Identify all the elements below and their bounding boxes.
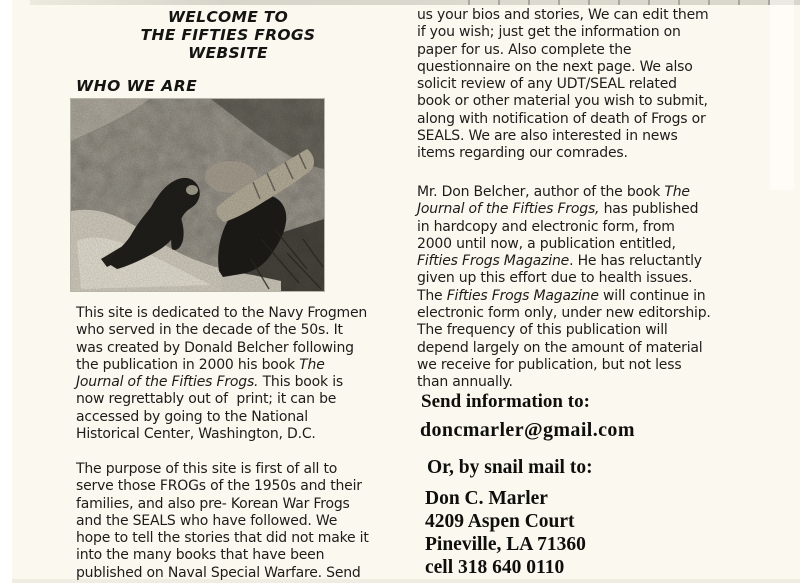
text-line: we receive for publication, but not less (417, 356, 682, 373)
text-line: SEALS. We are also interested in news (417, 128, 678, 145)
text-line: book or other material you wish to submit, (417, 93, 708, 110)
text-line: WEBSITE (188, 44, 268, 62)
text-line: Pineville, LA 71360 (425, 534, 586, 555)
left-margin-strip (0, 0, 12, 583)
text-line: given up this effort due to health issues. (417, 270, 693, 287)
text-line: Fifties Frogs Magazine. He has reluctantly (417, 253, 702, 270)
text-line: The Fifties Frogs Magazine will continue in (417, 287, 706, 304)
text-line: us your bios and stories, We can edit them (417, 7, 709, 23)
frogmen-photo-illustration (71, 99, 324, 291)
text-line: solicit review of any UDT/SEAL related (417, 76, 677, 93)
paragraph-purpose (76, 461, 369, 582)
text-line: Historical Center, Washington, D.C. (76, 426, 316, 443)
text-line: Journal of the Fifties Frogs. This book is (76, 374, 343, 391)
mailing-address (425, 487, 586, 579)
paragraph-belcher-magazine (417, 184, 711, 392)
text-line: questionnaire on the next page. We also (417, 58, 693, 75)
text-line: along with notification of death of Frogs or (417, 110, 706, 127)
text-line: Mr. Don Belcher, author of the book The (417, 184, 690, 200)
section-heading-who-we-are: WHO WE ARE (76, 77, 198, 95)
text-line: into the many books that have been (76, 547, 325, 564)
text-line: cell 318 640 0110 (425, 557, 565, 578)
site-title (56, 8, 400, 62)
text-line: was created by Donald Belcher following (76, 339, 354, 356)
text-line: The purpose of this site is first of all to (76, 461, 338, 477)
text-line: The frequency of this publication will (417, 322, 668, 339)
text-line: Don C. Marler (425, 488, 548, 509)
top-border-ticks (440, 0, 796, 5)
snail-mail-heading: Or, by snail mail to: (427, 457, 593, 478)
text-line: who served in the decade of the 50s. It (76, 322, 343, 339)
text-line: electronic form only, under new editorship. (417, 305, 711, 322)
text-line: This site is dedicated to the Navy Frogmen (76, 305, 368, 321)
text-line: depend largely on the amount of material (417, 339, 703, 356)
right-edge-highlight (770, 0, 794, 190)
text-line: than annually. (417, 374, 513, 391)
text-line: accessed by going to the National (76, 408, 308, 425)
text-line: THE FIFTIES FROGS (140, 26, 316, 44)
text-line: if you wish; just get the information on (417, 24, 681, 41)
text-line: the publication in 2000 his book The (76, 356, 325, 373)
text-line: paper for us. Also complete the (417, 41, 632, 58)
text-line: and the SEALS who have followed. We (76, 512, 338, 529)
text-line: published on Naval Special Warfare. Send (76, 564, 361, 581)
text-line: WELCOME TO (167, 8, 289, 26)
text-line: 4209 Aspen Court (425, 511, 575, 532)
text-line: now regrettably out of print; it can be (76, 391, 337, 408)
frogmen-photo (70, 98, 325, 292)
send-info-heading: Send information to: (421, 391, 590, 412)
text-line: hope to tell the stories that did not make it (76, 530, 369, 547)
paragraph-submissions (417, 7, 708, 163)
paragraph-dedication (76, 305, 367, 443)
text-line: 2000 until now, a publication entitled, (417, 235, 676, 252)
text-line: in hardcopy and electronic form, from (417, 218, 675, 235)
text-line: items regarding our comrades. (417, 145, 628, 162)
email-address: doncmarler@gmail.com (420, 419, 635, 441)
text-line: Journal of the Fifties Frogs, has published (417, 201, 699, 218)
text-line: families, and also pre- Korean War Frogs (76, 495, 350, 512)
text-line: serve those FROGs of the 1950s and their (76, 478, 362, 495)
